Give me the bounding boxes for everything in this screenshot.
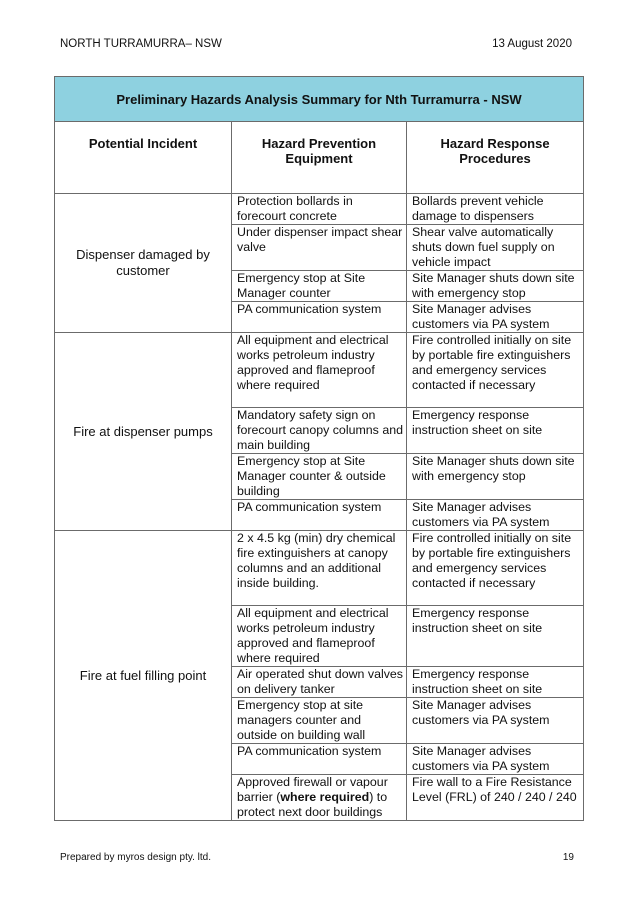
table-title: Preliminary Hazards Analysis Summary for Nth Turramurra - NSW <box>55 77 584 122</box>
equipment-cell: Mandatory safety sign on forecourt canopy columns and main building <box>232 408 407 454</box>
equipment-cell: Under dispenser impact shear valve <box>232 225 407 271</box>
table-row <box>55 194 584 225</box>
response-cell: Site Manager shuts down site with emergency stop <box>407 454 584 500</box>
incident-cell: Fire at fuel filling point <box>55 531 232 821</box>
equipment-cell: 2 x 4.5 kg (min) dry chemical fire extinguishers at canopy columns and an additional inside building. <box>232 531 407 606</box>
hazards-summary-table <box>54 76 584 821</box>
footer-left-text: Prepared by myros design pty. ltd. <box>60 852 211 863</box>
incident-cell: Dispenser damaged by customer <box>55 194 232 333</box>
equipment-cell: Emergency stop at site managers counter and outside on building wall <box>232 698 407 744</box>
incident-cell: Fire at dispenser pumps <box>55 333 232 531</box>
equipment-cell: Air operated shut down valves on delivery tanker <box>232 667 407 698</box>
header-date: 13 August 2020 <box>492 38 572 50</box>
equipment-cell: Emergency stop at Site Manager counter & outside building <box>232 454 407 500</box>
page-number: 19 <box>562 852 574 863</box>
response-cell: Bollards prevent vehicle damage to dispensers <box>407 194 584 225</box>
response-cell: Shear valve automatically shuts down fuel supply on vehicle impact <box>407 225 584 271</box>
response-cell: Fire controlled initially on site by portable fire extinguishers and emergency services contacted if necessary <box>407 531 584 606</box>
equipment-cell: PA communication system <box>232 302 407 333</box>
header-left-text: NORTH TURRAMURRA– NSW <box>60 38 222 50</box>
response-cell: Fire controlled initially on site by portable fire extinguishers and emergency services contacted if necessary <box>407 333 584 408</box>
response-cell: Site Manager advises customers via PA system <box>407 302 584 333</box>
column-header-incident: Potential Incident <box>55 122 232 194</box>
response-cell: Emergency response instruction sheet on site <box>407 667 584 698</box>
equipment-cell: Protection bollards in forecourt concrete <box>232 194 407 225</box>
equipment-cell: PA communication system <box>232 744 407 775</box>
equipment-cell: All equipment and electrical works petroleum industry approved and flameproof where required <box>232 333 407 408</box>
response-cell: Fire wall to a Fire Resistance Level (FRL) of 240 / 240 / 240 <box>407 775 584 821</box>
column-header-prevention: Hazard Prevention Equipment <box>232 122 407 194</box>
response-cell: Emergency response instruction sheet on site <box>407 606 584 667</box>
equipment-text-pre: Approved firewall or vapour barrier ( <box>237 775 388 804</box>
equipment-cell: PA communication system <box>232 500 407 531</box>
response-cell: Site Manager advises customers via PA system <box>407 698 584 744</box>
response-cell: Site Manager advises customers via PA system <box>407 500 584 531</box>
equipment-text-post: ) to protect next door buildings <box>237 790 388 819</box>
response-cell: Site Manager shuts down site with emergency stop <box>407 271 584 302</box>
equipment-cell: All equipment and electrical works petroleum industry approved and flameproof where required <box>232 606 407 667</box>
table-row <box>55 333 584 408</box>
table-row <box>55 531 584 606</box>
equipment-text-bold: where required <box>280 790 370 804</box>
equipment-cell: Emergency stop at Site Manager counter <box>232 271 407 302</box>
column-header-response: Hazard Response Procedures <box>407 122 584 194</box>
response-cell: Site Manager advises customers via PA system <box>407 744 584 775</box>
response-cell: Emergency response instruction sheet on site <box>407 408 584 454</box>
equipment-cell <box>232 775 407 821</box>
